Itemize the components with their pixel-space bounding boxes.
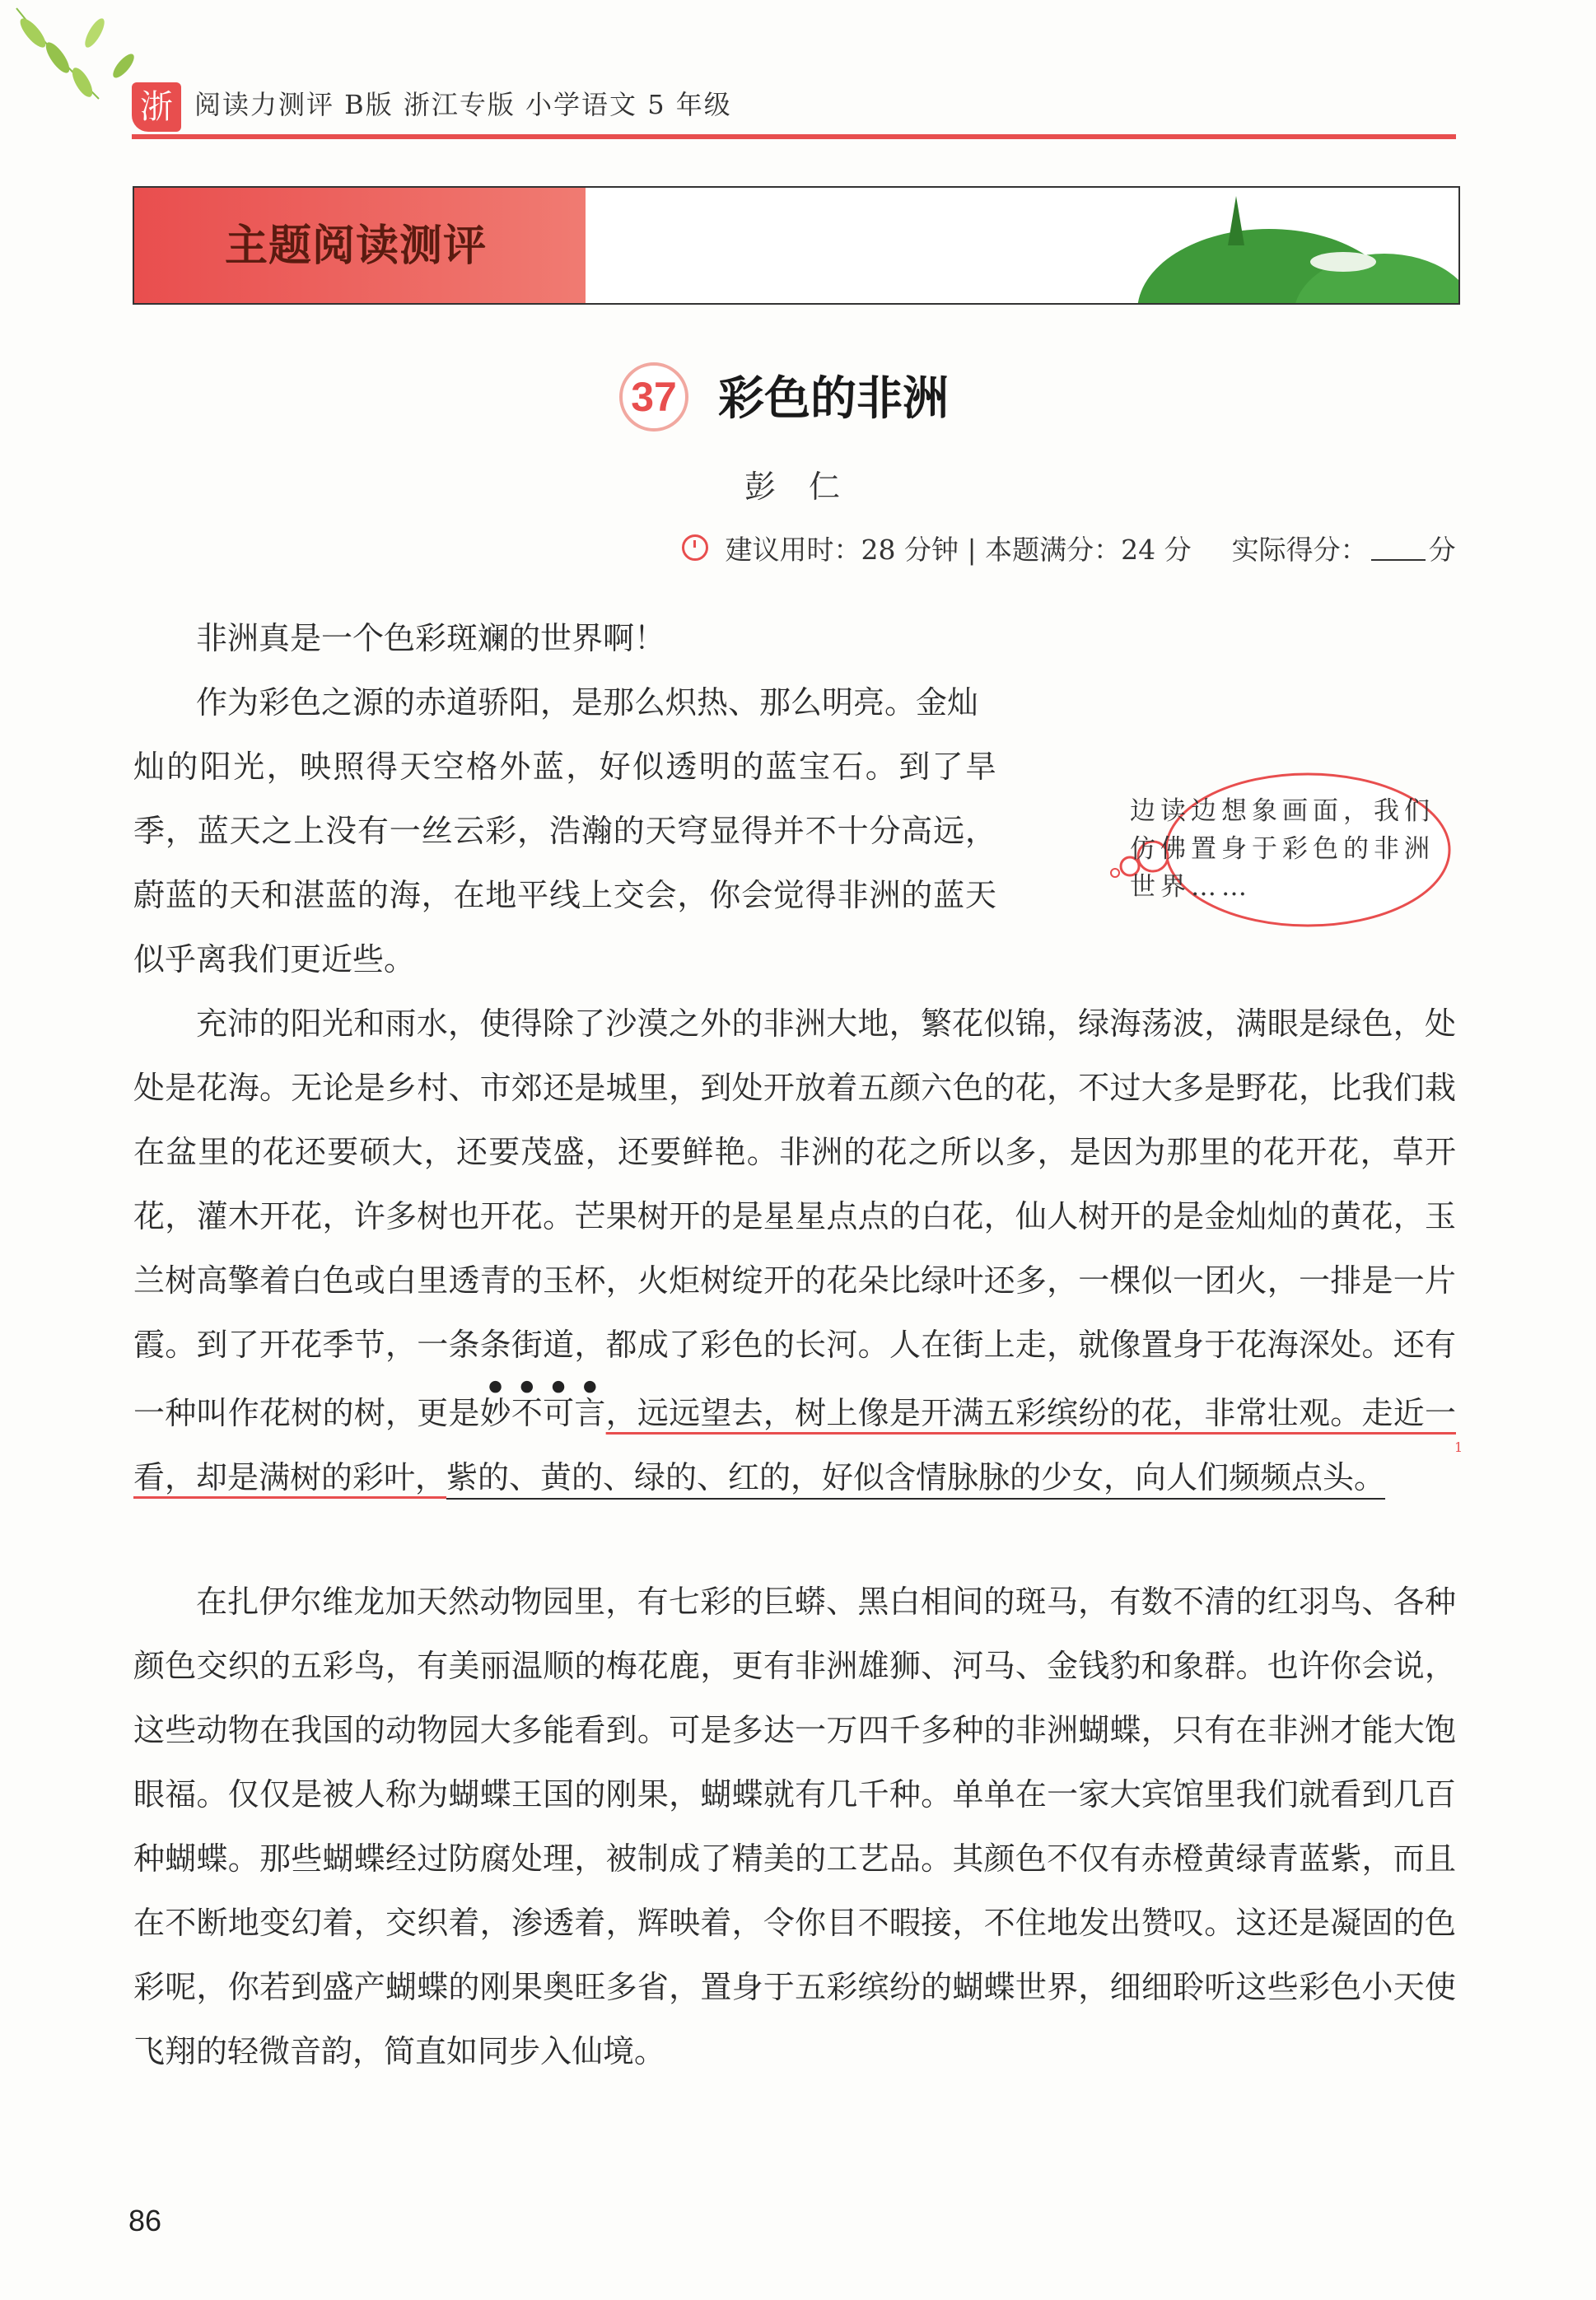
paragraph-2-line-1: 作为彩色之源的赤道骄阳，是那么炽热、那么明亮。金灿 [196, 684, 979, 721]
paragraph-3-main: 充沛的阳光和雨水，使得除了沙漠之外的非洲大地，繁花似锦，绿海荡波，满眼是绿色，处处是花海。无论是乡村、市郊还是城里，到处开放着五颜六色的花，不过大多是野花，比我们栽在盆里的花还要硕大，还要茂盛，还要鲜艳。非洲的花之所以多，是因为那里的花开花，草开花，灌木开花，许多树也开花。芒果树开的是星星点点的白花，仙人树开的是金灿灿的黄花，玉兰树高擎着白色或白里透青的玉杯，火炬树绽开的花朵比绿叶还多，一棵似一团火，一排是一片霞。到了开花季节，一条条街道，都成了彩色的长河。人在街上走，就像置身于花海深处。还有一种叫作花树的树，更是 [133, 1005, 1456, 1431]
lesson-number-badge: 37 [619, 362, 688, 432]
author: 彭仁 [744, 469, 874, 505]
thought-bubble-text: 边读边想象画面，我们仿佛置身于彩色的非洲世界…… [1130, 796, 1435, 902]
paragraph-2-block [133, 670, 1456, 991]
article-body [133, 606, 1456, 670]
actual-score-label: 实际得分： [1231, 534, 1368, 566]
score-unit: 分 [1428, 534, 1456, 566]
paragraph-1: 非洲真是一个色彩斑斓的世界啊！ [196, 620, 666, 656]
suggested-time: 建议用时：28 分钟 [725, 534, 959, 566]
paragraph-4: 在扎伊尔维龙加天然动物园里，有七彩的巨蟒、黑白相间的斑马，有数不清的红羽鸟、各种颜色交织的五彩鸟，有美丽温顺的梅花鹿，更有非洲雄狮、河马、金钱豹和象群。也许你会说，这些动物在我国的动物园大多能看到。可是多达一万四千多种的非洲蝴蝶，只有在非洲才能大饱眼福。仅仅是被人称为蝴蝶王国的刚果，蝴蝶就有几千种。单单在一家大宾馆里我们就看到几百种蝴蝶。那些蝴蝶经过防腐处理，被制成了精美的工艺品。其颜色不仅有赤橙黄绿青蓝紫，而且在不断地变幻着，交织着，渗透着，辉映着，令你目不暇接，不住地发出赞叹。这还是凝固的色彩呢，你若到盛产蝴蝶的刚果奥旺多省，置身于五彩缤纷的蝴蝶世界，细细聆听这些彩色小天使飞翔的轻微音韵，简直如同步入仙境。 [133, 1584, 1456, 2069]
test-meta [682, 529, 1456, 567]
banner-red-panel [134, 188, 586, 303]
paragraph-3 [133, 991, 1456, 1509]
page-number: 86 [128, 2204, 162, 2237]
section-banner [133, 186, 1460, 305]
dotted-phrase: 妙不可言 [479, 1395, 606, 1431]
banner-title: 主题阅读测评 [225, 221, 488, 271]
lesson-title: 彩色的非洲 [718, 372, 949, 426]
clock-icon [682, 534, 708, 561]
header-divider [132, 134, 1456, 139]
series-badge: 浙 [132, 82, 181, 132]
series-title: 阅读力测评 B版 浙江专版 小学语文 5 年级 [194, 89, 732, 120]
paragraph-2-wrapped: 灿的阳光，映照得天空格外蓝，好似透明的蓝宝石。到了旱季，蓝天之上没有一丝云彩，浩瀚的天穹显得并不十分高远，蔚蓝的天和湛蓝的海，在地平线上交会，你会觉得非洲的蓝天似乎离我们更近些。 [133, 749, 996, 977]
meta-separator: | [967, 534, 986, 566]
underlined-sentence-dark: 紫的、黄的、绿的、红的，好似含情脉脉的少女，向人们频频点头。 [446, 1459, 1386, 1495]
paragraph-2 [133, 670, 1456, 991]
annotation-mark: 1 [1454, 1439, 1463, 1455]
paragraph-3-block [133, 991, 1456, 1509]
paragraph-4-block [133, 1570, 1456, 2083]
score-blank[interactable] [1371, 534, 1426, 561]
underlined-sentence-red: ，远远望去，树上像是开满五彩缤纷的花，非常壮观。走近一看，却是满树的彩叶， [133, 1395, 1456, 1495]
full-score: 本题满分：24 分 [985, 534, 1192, 566]
hill-pagoda-illustration [1113, 188, 1458, 303]
